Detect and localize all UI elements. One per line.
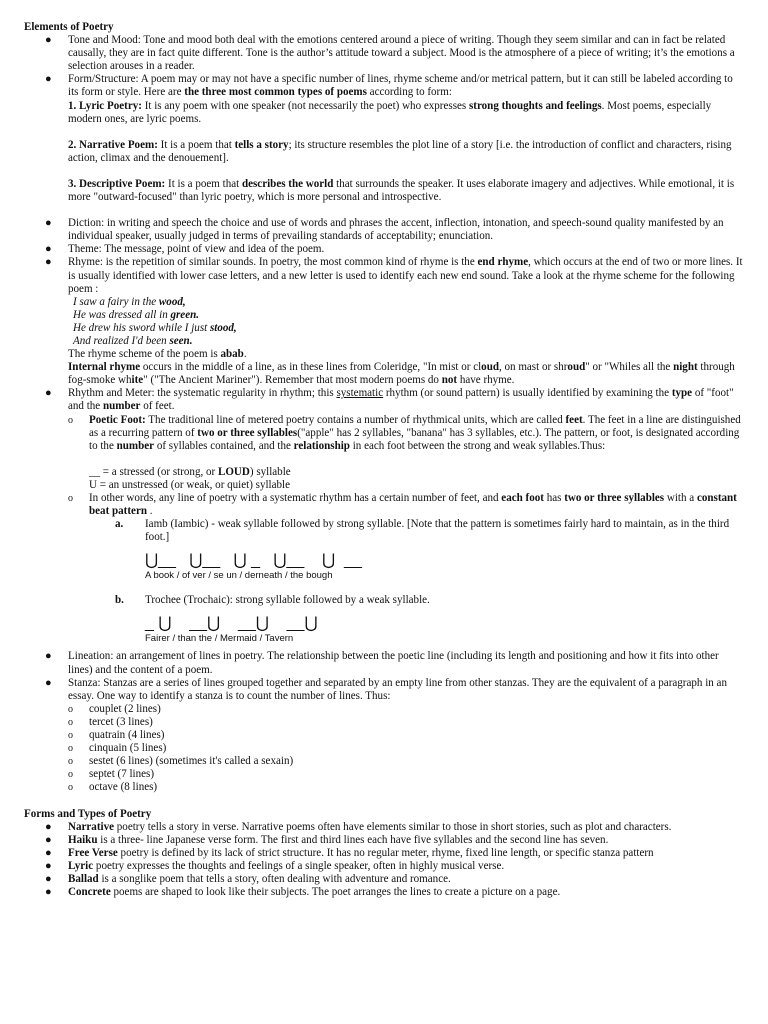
- pf-text: in each foot between the strong and weak syllables.Thus:: [349, 439, 606, 452]
- stanza-type: septet (7 lines): [89, 768, 155, 781]
- ow-text: In other words, any line of poetry with a systematic rhythm has a certain number of feet, and: [89, 492, 502, 504]
- list-item: [68, 716, 744, 729]
- form-desc: poetry is defined by its lack of strict structure. It has no regular meter, rhyme, fixed line length, or specific stanza pattern: [117, 846, 654, 859]
- lyric-text: It is any poem with one speaker (not necessarily the poet) who expresses: [141, 99, 469, 112]
- foot-type-iamb: [115, 518, 744, 594]
- list-item: [68, 755, 744, 768]
- bullet-icon: ●: [45, 387, 52, 400]
- stanza-type: tercet (3 lines): [89, 715, 153, 728]
- poem-line-rhyme: stood,: [209, 321, 237, 334]
- lyric-label: 1. Lyric Poetry:: [68, 99, 142, 112]
- iamb-example: A book / of ver / se un / derneath / the bough: [145, 570, 333, 582]
- tone-text: Tone and Mood: Tone and mood both deal with the emotions centered around a piece of writing. Though they seem similar and can in fact be related causally, they are in fact quite different. Tone is the author’s attitude toward a subject. Mood is the atmosphere of a piece of writing; it’s the emotions a selection arouses in a reader.: [68, 34, 735, 73]
- circle-bullet-icon: o: [68, 703, 73, 715]
- iamb-text: Iamb (Iambic) - weak syllable followed by strong syllable. [Note that the pattern is sometimes fairly hard to maintain, as in the third foot.]: [145, 518, 730, 544]
- pf-text: The traditional line of metered poetry contains a number of rhythmical units, which are called: [145, 413, 566, 426]
- circle-bullet-icon: o: [68, 756, 73, 768]
- meter-text: of feet.: [140, 400, 175, 413]
- form-term: Ballad: [68, 872, 99, 885]
- list-item-lineation: [24, 650, 744, 676]
- form-text: Form/Structure: A poem may or may not have a specific number of lines, rhyme scheme and/or metrical pattern, but it can still be labeled according to its form or style. Here are: [68, 73, 733, 99]
- lineation-text: Lineation: an arrangement of lines in poetry. The relationship between the poetic line (including its length and positioning and how it fits into other lines) and the content of a poem.: [68, 650, 719, 676]
- circle-bullet-icon: o: [68, 730, 73, 742]
- ow-text: with a: [664, 492, 697, 504]
- pf-bold: relationship: [293, 439, 350, 452]
- poem-line: [73, 322, 744, 335]
- trochee-text: Trochee (Trochaic): strong syllable followed by a weak syllable.: [145, 594, 430, 607]
- rhyme-scheme-tail: .: [243, 348, 247, 361]
- list-item-form: [24, 73, 744, 217]
- descriptive-bold: describes the world: [241, 177, 334, 190]
- circle-bullet-icon: o: [68, 769, 73, 781]
- rhyme-scheme-value: abab: [220, 348, 244, 361]
- meter-sublist: [68, 414, 744, 651]
- narrative-text: It is a poem that: [157, 138, 235, 151]
- internal-bold: not: [441, 374, 458, 387]
- internal-text: occurs in the middle of a line, as in these lines from Coleridge, "In mist or cl: [140, 361, 482, 374]
- internal-text: " ("The Ancient Mariner"). Remember that most modern poems do: [143, 374, 442, 387]
- bullet-icon: ●: [45, 676, 52, 689]
- forms-list: [24, 821, 744, 900]
- descriptive-label: 3. Descriptive Poem:: [68, 177, 166, 190]
- pf-bold: two or three syllables: [197, 426, 298, 439]
- poetic-foot-label: Poetic Foot:: [89, 413, 146, 426]
- bullet-icon: ●: [45, 73, 52, 86]
- stressed-bold: LOUD: [217, 465, 250, 478]
- stressed-definition: [89, 466, 744, 479]
- bullet-icon: ●: [45, 650, 52, 663]
- form-desc: poems are shaped to look like their subjects. The poet arranges the lines to create a picture on a page.: [110, 886, 561, 899]
- list-item: [68, 768, 744, 781]
- rhyme-poem: [68, 296, 744, 348]
- bullet-icon: ●: [45, 846, 52, 859]
- poem-line: [73, 296, 744, 309]
- stressed-tail: ) syllable: [249, 465, 291, 478]
- bullet-icon: ●: [45, 872, 52, 885]
- rhyme-bold: end rhyme: [477, 256, 529, 269]
- internal-bold: night: [673, 361, 698, 374]
- poem-line: [73, 309, 744, 322]
- trochee-scansion: _ ⋃ __⋃ __⋃ __⋃: [145, 615, 318, 633]
- lyric-paragraph: [68, 100, 711, 125]
- section-heading-forms: Forms and Types of Poetry: [24, 807, 152, 820]
- internal-text: through fog-smoke wh: [68, 361, 735, 387]
- rhyme-scheme: [68, 348, 744, 361]
- list-item: [68, 703, 744, 716]
- narrative-bold: tells a story: [234, 138, 289, 151]
- narrative-paragraph: [68, 139, 732, 164]
- form-term: Free Verse: [68, 846, 118, 859]
- bullet-icon: ●: [45, 886, 52, 899]
- list-item-rhyme: [24, 256, 744, 387]
- foot-types-list: [68, 518, 744, 650]
- stanza-types-list: [68, 703, 744, 795]
- foot-type-trochee: [115, 594, 744, 650]
- circle-bullet-icon: o: [68, 414, 73, 426]
- list-item-form-type: [24, 886, 744, 899]
- poem-line-text: And realized I'd been: [73, 334, 170, 347]
- meter-text: Rhythm and Meter: the systematic regularity in rhythm; this: [68, 387, 337, 400]
- sublist-item-poetic-foot: [68, 414, 744, 492]
- list-item: [68, 742, 744, 755]
- bullet-icon: ●: [45, 833, 52, 846]
- circle-bullet-icon: o: [68, 716, 73, 728]
- form-desc: is a songlike poem that tells a story, often dealing with adventure and romance.: [98, 872, 451, 885]
- circle-bullet-icon: o: [68, 782, 73, 794]
- internal-bold: oud: [567, 361, 586, 374]
- poem-line-rhyme: seen.: [169, 334, 193, 347]
- form-term: Concrete: [68, 886, 111, 899]
- list-item-form-type: [24, 873, 744, 886]
- list-item-theme: [24, 243, 744, 256]
- lyric-bold: strong thoughts and feelings: [468, 99, 602, 112]
- bullet-icon: ●: [45, 820, 52, 833]
- iamb-scansion: ⋃__ ⋃__ ⋃ _ ⋃__ ⋃ __: [145, 552, 362, 570]
- list-item-stanza: [24, 677, 744, 795]
- sublist-item-other-words: [68, 492, 744, 650]
- narrative-label: 2. Narrative Poem:: [68, 138, 158, 151]
- pf-bold: feet: [565, 413, 583, 426]
- list-item-diction: [24, 217, 744, 243]
- meter-text: rhythm (or sound pattern) is usually identified by examining the: [383, 387, 672, 400]
- bullet-icon: ●: [45, 243, 52, 256]
- poem-line-text: He drew his sword while I just: [73, 321, 210, 334]
- poem-line-rhyme: green.: [170, 308, 200, 321]
- meter-underline: systematic: [336, 387, 384, 400]
- list-item-form-type: [24, 821, 744, 834]
- stanza-type: cinquain (5 lines): [89, 742, 167, 755]
- section-heading-elements: Elements of Poetry: [24, 21, 114, 33]
- form-tail: according to form:: [366, 86, 452, 99]
- form-desc: is a three- line Japanese verse form. The first and third lines each have five syllables and the second line has seven.: [97, 833, 609, 846]
- list-item-form-type: [24, 847, 744, 860]
- theme-text: Theme: The message, point of view and idea of the poem.: [68, 243, 325, 256]
- list-item-tone: [24, 34, 744, 73]
- circle-bullet-icon: o: [68, 493, 73, 504]
- poem-line-text: I saw a fairy in the: [73, 295, 159, 308]
- rhyme-text: Rhyme: is the repetition of similar sounds. In poetry, the most common kind of rhyme is the: [68, 256, 478, 269]
- foot-marker: b.: [115, 594, 124, 607]
- internal-rhyme: [68, 361, 744, 387]
- list-item-form-type: [24, 834, 744, 847]
- lyric-tail: . Most poems, especially modern ones, are lyric poems.: [68, 99, 712, 125]
- form-term: Narrative: [68, 820, 115, 833]
- ow-text: .: [147, 505, 153, 518]
- ow-bold: constant beat pattern: [89, 492, 737, 518]
- elements-list: [24, 34, 744, 794]
- bullet-icon: ●: [45, 34, 52, 47]
- descriptive-paragraph: [68, 178, 734, 203]
- bullet-icon: ●: [45, 217, 52, 230]
- internal-text: " or "Whiles all the: [585, 361, 674, 374]
- bullet-icon: ●: [45, 256, 52, 269]
- poem-line: [73, 335, 744, 348]
- pf-text: of syllables contained, and the: [154, 439, 294, 452]
- pf-text: ("apple" has 2 syllables, "banana" has 3 syllables, etc.). The pattern, or foot, is designated according to the: [89, 426, 740, 452]
- trochee-example: Fairer / than the / Mermaid / Tavern: [145, 633, 294, 645]
- form-term: Haiku: [68, 833, 98, 846]
- form-desc: poetry tells a story in verse. Narrative poems often have elements similar to those in short stories, such as plot and characters.: [114, 820, 672, 833]
- narrative-tail: ; its structure resembles the plot line of a story [i.e. the introduction of conflict and characters, rising action, climax and the denouement].: [68, 138, 732, 164]
- list-item-meter: [24, 387, 744, 650]
- meter-bold: number: [102, 400, 141, 413]
- ow-bold: each foot: [501, 492, 544, 504]
- list-item-form-type: [24, 860, 744, 873]
- stanza-type: octave (8 lines): [89, 781, 158, 794]
- form-term: Lyric: [68, 859, 94, 872]
- internal-bold: oud: [481, 361, 499, 374]
- foot-marker: a.: [115, 518, 124, 531]
- rhyme-scheme-text: The rhyme scheme of the poem is: [68, 348, 221, 361]
- internal-text: , on mast or shr: [498, 361, 568, 374]
- poem-line-rhyme: wood,: [158, 295, 186, 308]
- pf-bold: number: [116, 439, 155, 452]
- circle-bullet-icon: o: [68, 743, 73, 755]
- list-item: [68, 729, 744, 742]
- descriptive-text: It is a poem that: [165, 177, 242, 190]
- internal-bold: ite: [131, 374, 144, 387]
- form-desc: poetry expresses the thoughts and feelings of a single speaker, often in highly musical verse.: [93, 859, 505, 872]
- internal-rhyme-label: Internal rhyme: [68, 361, 141, 374]
- bullet-icon: ●: [45, 859, 52, 872]
- stanza-type: sestet (6 lines) (sometimes it's called a sexain): [89, 755, 294, 768]
- form-bold: the three most common types of poems: [184, 86, 367, 99]
- meter-text: of "foot" and the: [68, 387, 734, 413]
- ow-text: has: [543, 492, 565, 504]
- diction-text: Diction: in writing and speech the choice and use of words and phrases the accent, inflection, intonation, and speech-sound quality manifested by an individual speaker, usually judged in terms of prevailing standards of acceptability; enunciation.: [68, 217, 724, 243]
- pf-text: . The feet in a line are distinguished as a recurring pattern of: [89, 413, 741, 439]
- stanza-type: couplet (2 lines): [89, 702, 161, 715]
- internal-text: have rhyme.: [457, 374, 515, 387]
- stressed-text: __ = a stressed (or strong, or: [89, 465, 218, 478]
- poem-line-text: He was dressed all in: [73, 308, 171, 321]
- stanza-type: quatrain (4 lines): [89, 729, 165, 742]
- unstressed-definition: U = an unstressed (or weak, or quiet) syllable: [89, 478, 291, 491]
- descriptive-tail: that surrounds the speaker. It uses elaborate imagery and adjectives. While emotional, it is more "outward-focused" than lyric poetry, which is more personal and introspective.: [68, 177, 735, 204]
- stanza-text: Stanza: Stanzas are a series of lines grouped together and separated by an empty line from other stanzas. They are the equivalent of a paragraph in an essay. One way to identify a stanza is to count the number of lines. Thus:: [68, 676, 727, 702]
- ow-bold: two or three syllables: [564, 492, 665, 504]
- rhyme-tail: , which occurs at the end of two or more lines. It is usually identified with lower case letters, and a new letter is used to identify each new end sound. Take a look at the rhyme scheme for the following poem :: [68, 256, 743, 295]
- meter-bold: type: [671, 387, 693, 400]
- list-item: [68, 781, 744, 794]
